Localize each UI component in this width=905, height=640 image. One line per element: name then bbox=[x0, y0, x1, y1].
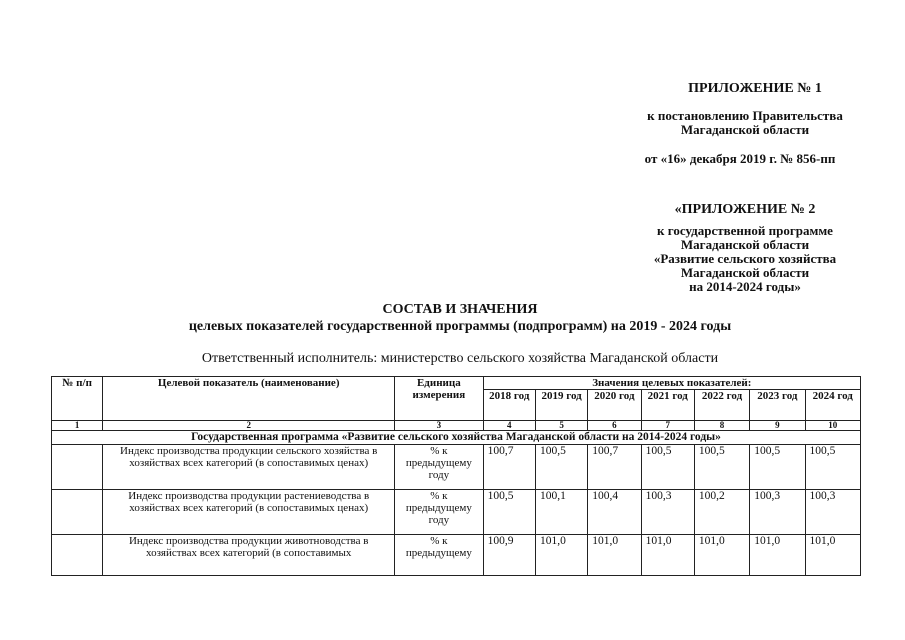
column-number: 7 bbox=[641, 421, 694, 431]
table-row bbox=[52, 445, 861, 490]
program-line: «Развитие сельского хозяйства bbox=[653, 251, 837, 266]
row-number bbox=[52, 535, 103, 576]
table-row bbox=[52, 535, 861, 576]
column-numbering-row bbox=[52, 421, 861, 431]
row-value: 100,7 bbox=[588, 445, 641, 490]
row-unit: % к предыдущему году bbox=[395, 445, 484, 490]
section-title: Государственная программа «Развитие сельского хозяйства Магаданской области на 2014-2024 годы» bbox=[52, 431, 861, 445]
row-value: 100,2 bbox=[694, 490, 749, 535]
header-unit: Единица измерения bbox=[395, 377, 484, 421]
row-value: 100,5 bbox=[750, 445, 805, 490]
responsible-executor: Ответственный исполнитель: министерство сельского хозяйства Магаданской области bbox=[201, 351, 719, 366]
row-value: 100,1 bbox=[535, 490, 587, 535]
table-header-row bbox=[52, 377, 861, 390]
row-value: 100,5 bbox=[694, 445, 749, 490]
row-indicator: Индекс производства продукции животноводства в хозяйствах всех категорий (в сопоставимых bbox=[103, 535, 395, 576]
header-values: Значения целевых показателей: bbox=[483, 377, 860, 390]
column-number: 6 bbox=[588, 421, 641, 431]
row-value: 100,5 bbox=[641, 445, 694, 490]
column-number: 8 bbox=[694, 421, 749, 431]
document-title: СОСТАВ И ЗНАЧЕНИЯ bbox=[382, 302, 538, 317]
year-header: 2023 год bbox=[750, 390, 805, 421]
column-number: 3 bbox=[395, 421, 484, 431]
table-row bbox=[52, 490, 861, 535]
program-line: к государственной программе bbox=[657, 223, 833, 238]
year-header: 2024 год bbox=[805, 390, 860, 421]
row-value: 100,5 bbox=[535, 445, 587, 490]
appendix-1-heading: ПРИЛОЖЕНИЕ № 1 bbox=[688, 81, 822, 96]
column-number: 10 bbox=[805, 421, 860, 431]
row-value: 101,0 bbox=[805, 535, 860, 576]
decree-line: Магаданской области bbox=[680, 122, 810, 137]
header-number: № п/п bbox=[52, 377, 103, 421]
row-value: 100,7 bbox=[483, 445, 535, 490]
column-number: 5 bbox=[535, 421, 587, 431]
column-number: 4 bbox=[483, 421, 535, 431]
row-number bbox=[52, 445, 103, 490]
year-header: 2022 год bbox=[694, 390, 749, 421]
row-number bbox=[52, 490, 103, 535]
year-header: 2018 год bbox=[483, 390, 535, 421]
row-value: 101,0 bbox=[694, 535, 749, 576]
row-value: 101,0 bbox=[588, 535, 641, 576]
indicators-table bbox=[51, 376, 861, 576]
row-unit: % к предыдущему bbox=[395, 535, 484, 576]
decree-date: от «16» декабря 2019 г. № 856-пп bbox=[644, 151, 836, 166]
year-header: 2019 год bbox=[535, 390, 587, 421]
program-line: Магаданской области bbox=[680, 265, 810, 280]
row-value: 101,0 bbox=[750, 535, 805, 576]
header-indicator: Целевой показатель (наименование) bbox=[103, 377, 395, 421]
row-value: 101,0 bbox=[641, 535, 694, 576]
decree-line: к постановлению Правительства bbox=[647, 108, 843, 123]
year-header: 2021 год bbox=[641, 390, 694, 421]
section-row bbox=[52, 431, 861, 445]
row-value: 100,5 bbox=[805, 445, 860, 490]
row-value: 101,0 bbox=[535, 535, 587, 576]
program-line: на 2014-2024 годы» bbox=[689, 279, 801, 294]
row-value: 100,5 bbox=[483, 490, 535, 535]
row-value: 100,4 bbox=[588, 490, 641, 535]
column-number: 9 bbox=[750, 421, 805, 431]
row-value: 100,3 bbox=[641, 490, 694, 535]
row-unit: % к предыдущему году bbox=[395, 490, 484, 535]
program-reference bbox=[610, 224, 880, 294]
column-number: 1 bbox=[52, 421, 103, 431]
year-header: 2020 год bbox=[588, 390, 641, 421]
document-subtitle: целевых показателей государственной программы (подпрограмм) на 2019 - 2024 годы bbox=[188, 319, 732, 334]
row-value: 100,9 bbox=[483, 535, 535, 576]
column-number: 2 bbox=[103, 421, 395, 431]
decree-reference bbox=[610, 109, 880, 137]
row-indicator: Индекс производства продукции сельского хозяйства в хозяйствах всех категорий (в сопоставимых ценах) bbox=[103, 445, 395, 490]
appendix-2-heading: «ПРИЛОЖЕНИЕ № 2 bbox=[674, 202, 816, 217]
row-indicator: Индекс производства продукции растениеводства в хозяйствах всех категорий (в сопоставимых ценах) bbox=[103, 490, 395, 535]
program-line: Магаданской области bbox=[680, 237, 810, 252]
row-value: 100,3 bbox=[750, 490, 805, 535]
row-value: 100,3 bbox=[805, 490, 860, 535]
